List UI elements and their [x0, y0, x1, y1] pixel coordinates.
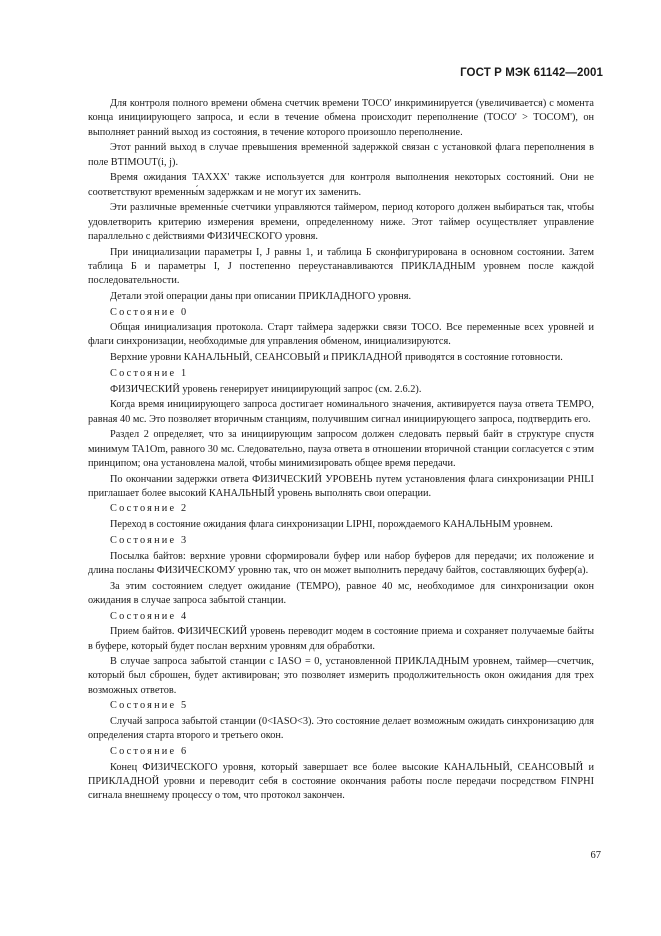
state-heading: Состояние 3 [110, 534, 189, 546]
paragraph: Верхние уровни КАНАЛЬНЫЙ, СЕАНСОВЫЙ и ПРИКЛАДНОЙ приводятся в состояние готовности. [110, 352, 563, 364]
paragraph: Конец ФИЗИЧЕСКОГО уровня, который завершает все более высокие КАНАЛЬНЫЙ, СЕАНСОВЫЙ и ПРИКЛАДНОЙ уровни и переводит себя в состояние окончания работы после передачи посредством FINPHI сигнала внешнему процессу о том, что протокол закончен. [88, 761, 594, 802]
paragraph: Время ожидания TAXXX' также используется для контроля выполнения некоторых состояний. Они не соответствуют временны́м задержкам и не могут их заменить. [88, 172, 594, 198]
paragraph: Для контроля полного времени обмена счетчик времени TOCO' инкриминируется (увеличивается) с момента конца инициирующего запроса, и если в течение обмена происходит переполнение (TOCO' > TOCOM'), он выполняет ранний выход из состояния, в течение которого произошло переполнение. [88, 98, 594, 138]
state-heading: Состояние 4 [110, 610, 189, 622]
paragraph: Эти различные временны́е счетчики управляются таймером, период которого должен выбираться так, чтобы удовлетворить критерию измерения времени, определенному ниже. Этот таймер осуществляет управление параллельно с действиями ФИЗИЧЕСКОГО уровня. [88, 202, 594, 242]
paragraph: По окончании задержки ответа ФИЗИЧЕСКИЙ УРОВЕНЬ путем установления флага синхронизации PHILI приглашает более высокий КАНАЛЬНЫЙ уровень выполнять свои операции. [88, 473, 594, 499]
state-heading: Состояние 5 [110, 700, 189, 712]
paragraph: Посылка байтов: верхние уровни сформировали буфер или набор буферов для передачи; их положение и длина посланы ФИЗИЧЕСКОМУ уровню так, что он может выполнить передачу байтов, составляющих буфер(а). [88, 550, 594, 576]
document-header: ГОСТ Р МЭК 61142—2001 [460, 67, 603, 79]
paragraph: Раздел 2 определяет, что за инициирующим запросом должен следовать первый байт в структуре спустя минимум TA1Om, равного 30 мс. Следовательно, пауза ответа в отношении вторичной станции согласуется с этим принципом; она установлена малой, чтобы минимизировать общее время передачи. [88, 429, 594, 469]
paragraph: ФИЗИЧЕСКИЙ уровень генерирует инициирующий запрос (см. 2.6.2). [110, 383, 422, 395]
paragraph: Когда время инициирующего запроса достигает номинального значения, активируется пауза ответа TEMPO, равная 40 мс. Это позволяет вторичным станциям, получившим сигнал инициирующего запроса, подтвердить его. [88, 399, 594, 425]
paragraph: Переход в состояние ожидания флага синхронизации LIPHI, порождаемого КАНАЛЬНЫМ уровнем. [110, 519, 553, 531]
paragraph: За этим состоянием следует ожидание (TEMPO), равное 40 мс, необходимое для синхронизации окон ожидания в случае запроса забытой станции. [88, 580, 594, 606]
paragraph: Общая инициализация протокола. Старт таймера задержки связи TOCO. Все переменные всех уровней и флаги синхронизации, необходимые для управления обменом, инициализируются. [88, 322, 594, 348]
paragraph: Случай запроса забытой станции (0<IASO<3). Это состояние делает возможным ожидать синхронизацию для определения старта второго и третьего окон. [88, 716, 594, 742]
paragraph: Этот ранний выход в случае превышения временно́й задержкой связан с установкой флага переполнения в поле BTIMOUT(i, j). [88, 142, 594, 168]
state-heading: Состояние 6 [110, 746, 189, 758]
paragraph: При инициализации параметры I, J равны 1, и таблица Б сконфигурирована в основном состоянии. Затем таблица Б и параметры I, J постепенно переустанавливаются ПРИКЛАДНЫМ уровнем после каждой последовательности. [88, 246, 594, 287]
page-number: 67 [590, 850, 601, 861]
state-heading: Состояние 2 [110, 503, 189, 515]
paragraph: Детали этой операции даны при описании ПРИКЛАДНОГО уровня. [110, 290, 412, 302]
body-text [88, 97, 594, 805]
state-heading: Состояние 0 [110, 306, 189, 318]
state-heading: Состояние 1 [110, 367, 189, 379]
paragraph: Прием байтов. ФИЗИЧЕСКИЙ уровень переводит модем в состояние приема и сохраняет получаемые байты в буфере, который будет послан верхним уровням для обработки. [88, 626, 594, 652]
paragraph: В случае запроса забытой станции с IASO = 0, установленной ПРИКЛАДНЫМ уровнем, таймер—счетчик, который был сброшен, будет активирован; это позволяет измерить продолжительность окон ожидания для трех возможных ответов. [88, 656, 594, 696]
